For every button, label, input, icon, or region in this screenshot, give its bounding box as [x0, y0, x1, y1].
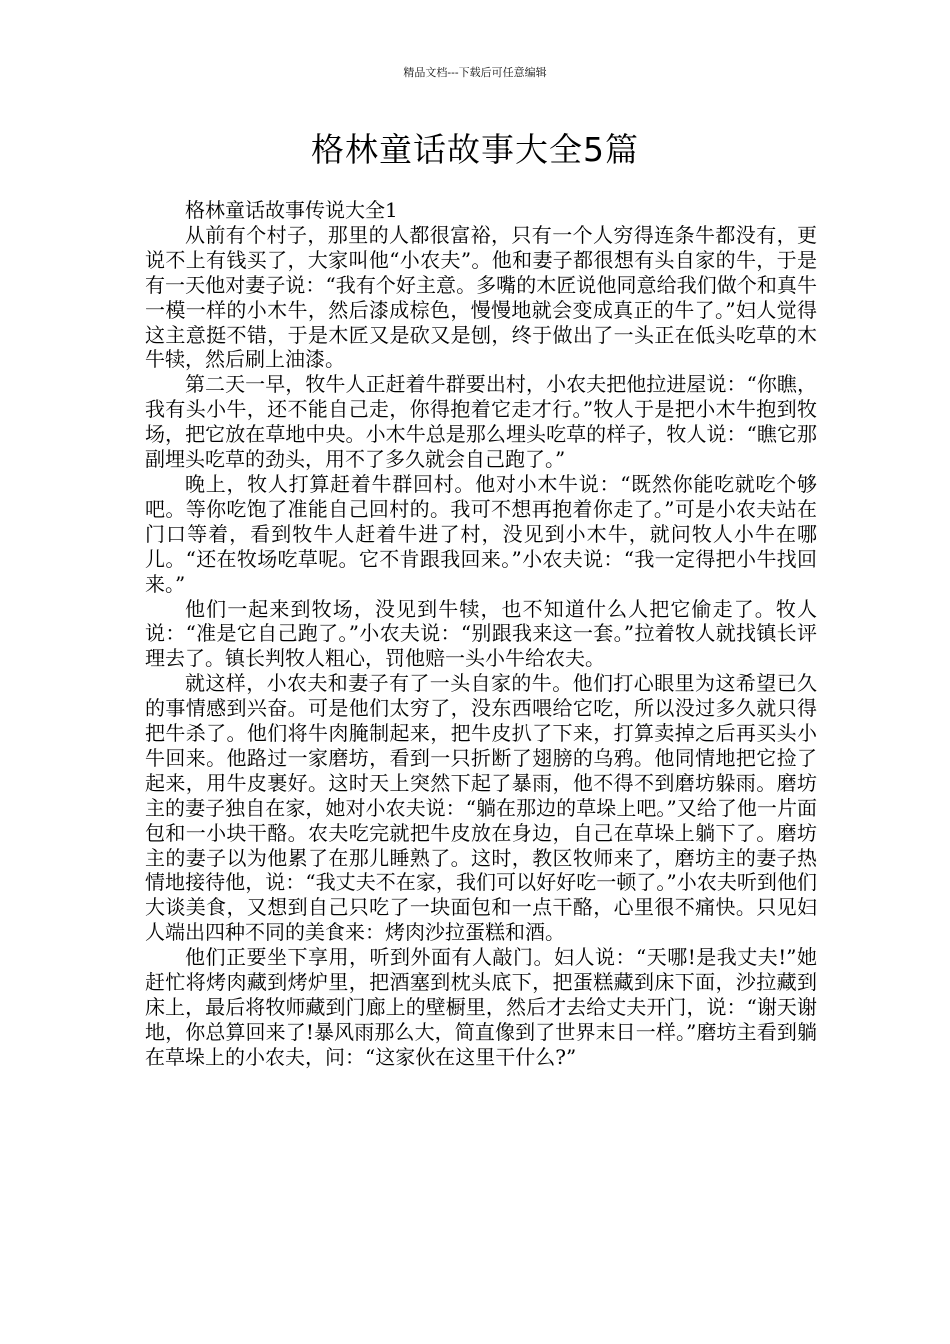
- paragraph: 晚上，牧人打算赶着牛群回村。他对小木牛说：“既然你能吃就吃个够吧。等你吃饱了准能自己回村的。我可不想再抱着你走了。”可是小农夫站在门口等着，看到牧牛人赶着牛进了村，没见到小木牛，就问牧人小牛在哪儿。“还在牧场吃草呢。它不肯跟我回来。”小农夫说：“我一定得把小牛找回来。”: [145, 471, 817, 596]
- paragraph: 第二天一早，牧牛人正赶着牛群要出村，小农夫把他拉进屋说：“你瞧，我有头小牛，还不能自己走，你得抱着它走才行。”牧人于是把小木牛抱到牧场，把它放在草地中央。小木牛总是那么埋头吃草的样子，牧人说：“瞧它那副埋头吃草的劲头，用不了多久就会自己跑了。”: [145, 372, 817, 472]
- paragraph: 他们一起来到牧场，没见到牛犊，也不知道什么人把它偷走了。牧人说：“准是它自己跑了。”小农夫说：“别跟我来这一套。”拉着牧人就找镇长评理去了。镇长判牧人粗心，罚他赔一头小牛给农夫。: [145, 596, 817, 671]
- paragraph: 从前有个村子，那里的人都很富裕，只有一个人穷得连条牛都没有，更说不上有钱买了，大家叫他“小农夫”。他和妻子都很想有头自家的牛，于是有一天他对妻子说：“我有个好主意。多嘴的木匠说他同意给我们做个和真牛一模一样的小木牛，然后漆成棕色，慢慢地就会变成真正的牛了。”妇人觉得这主意挺不错，于是木匠又是砍又是刨，终于做出了一头正在低头吃草的木牛犊，然后刷上油漆。: [145, 222, 817, 372]
- document-body: [145, 198, 817, 1070]
- page-header: 精品文档---下载后可任意编辑: [403, 66, 547, 79]
- document-title: 格林童话故事大全5篇: [311, 130, 639, 169]
- section-heading: 格林童话故事传说大全1: [185, 198, 398, 222]
- paragraph: 就这样，小农夫和妻子有了一头自家的牛。他们打心眼里为这希望已久的事情感到兴奋。可是他们太穷了，没东西喂给它吃，所以没过多久就只得把牛杀了。他们将牛肉腌制起来，把牛皮扒了下来，打算卖掉之后再买头小牛回来。他路过一家磨坊，看到一只折断了翅膀的乌鸦。他同情地把它捡了起来，用牛皮裹好。这时天上突然下起了暴雨，他不得不到磨坊躲雨。磨坊主的妻子独自在家，她对小农夫说：“躺在那边的草垛上吧。”又给了他一片面包和一小块干酪。农夫吃完就把牛皮放在身边，自己在草垛上躺下了。磨坊主的妻子以为他累了在那儿睡熟了。这时，教区牧师来了，磨坊主的妻子热情地接待他，说：“我丈夫不在家，我们可以好好吃一顿了。”小农夫听到他们大谈美食，又想到自己只吃了一块面包和一点干酪，心里很不痛快。只见妇人端出四种不同的美食来：烤肉沙拉蛋糕和酒。: [145, 671, 817, 945]
- paragraph: 他们正要坐下享用，听到外面有人敲门。妇人说：“天哪!是我丈夫!”她赶忙将烤肉藏到烤炉里，把酒塞到枕头底下，把蛋糕藏到床下面，沙拉藏到床上，最后将牧师藏到门廊上的壁橱里，然后才去给丈夫开门，说：“谢天谢地，你总算回来了!暴风雨那么大，简直像到了世界末日一样。”磨坊主看到躺在草垛上的小农夫，问：“这家伙在这里干什么?”: [145, 945, 817, 1069]
